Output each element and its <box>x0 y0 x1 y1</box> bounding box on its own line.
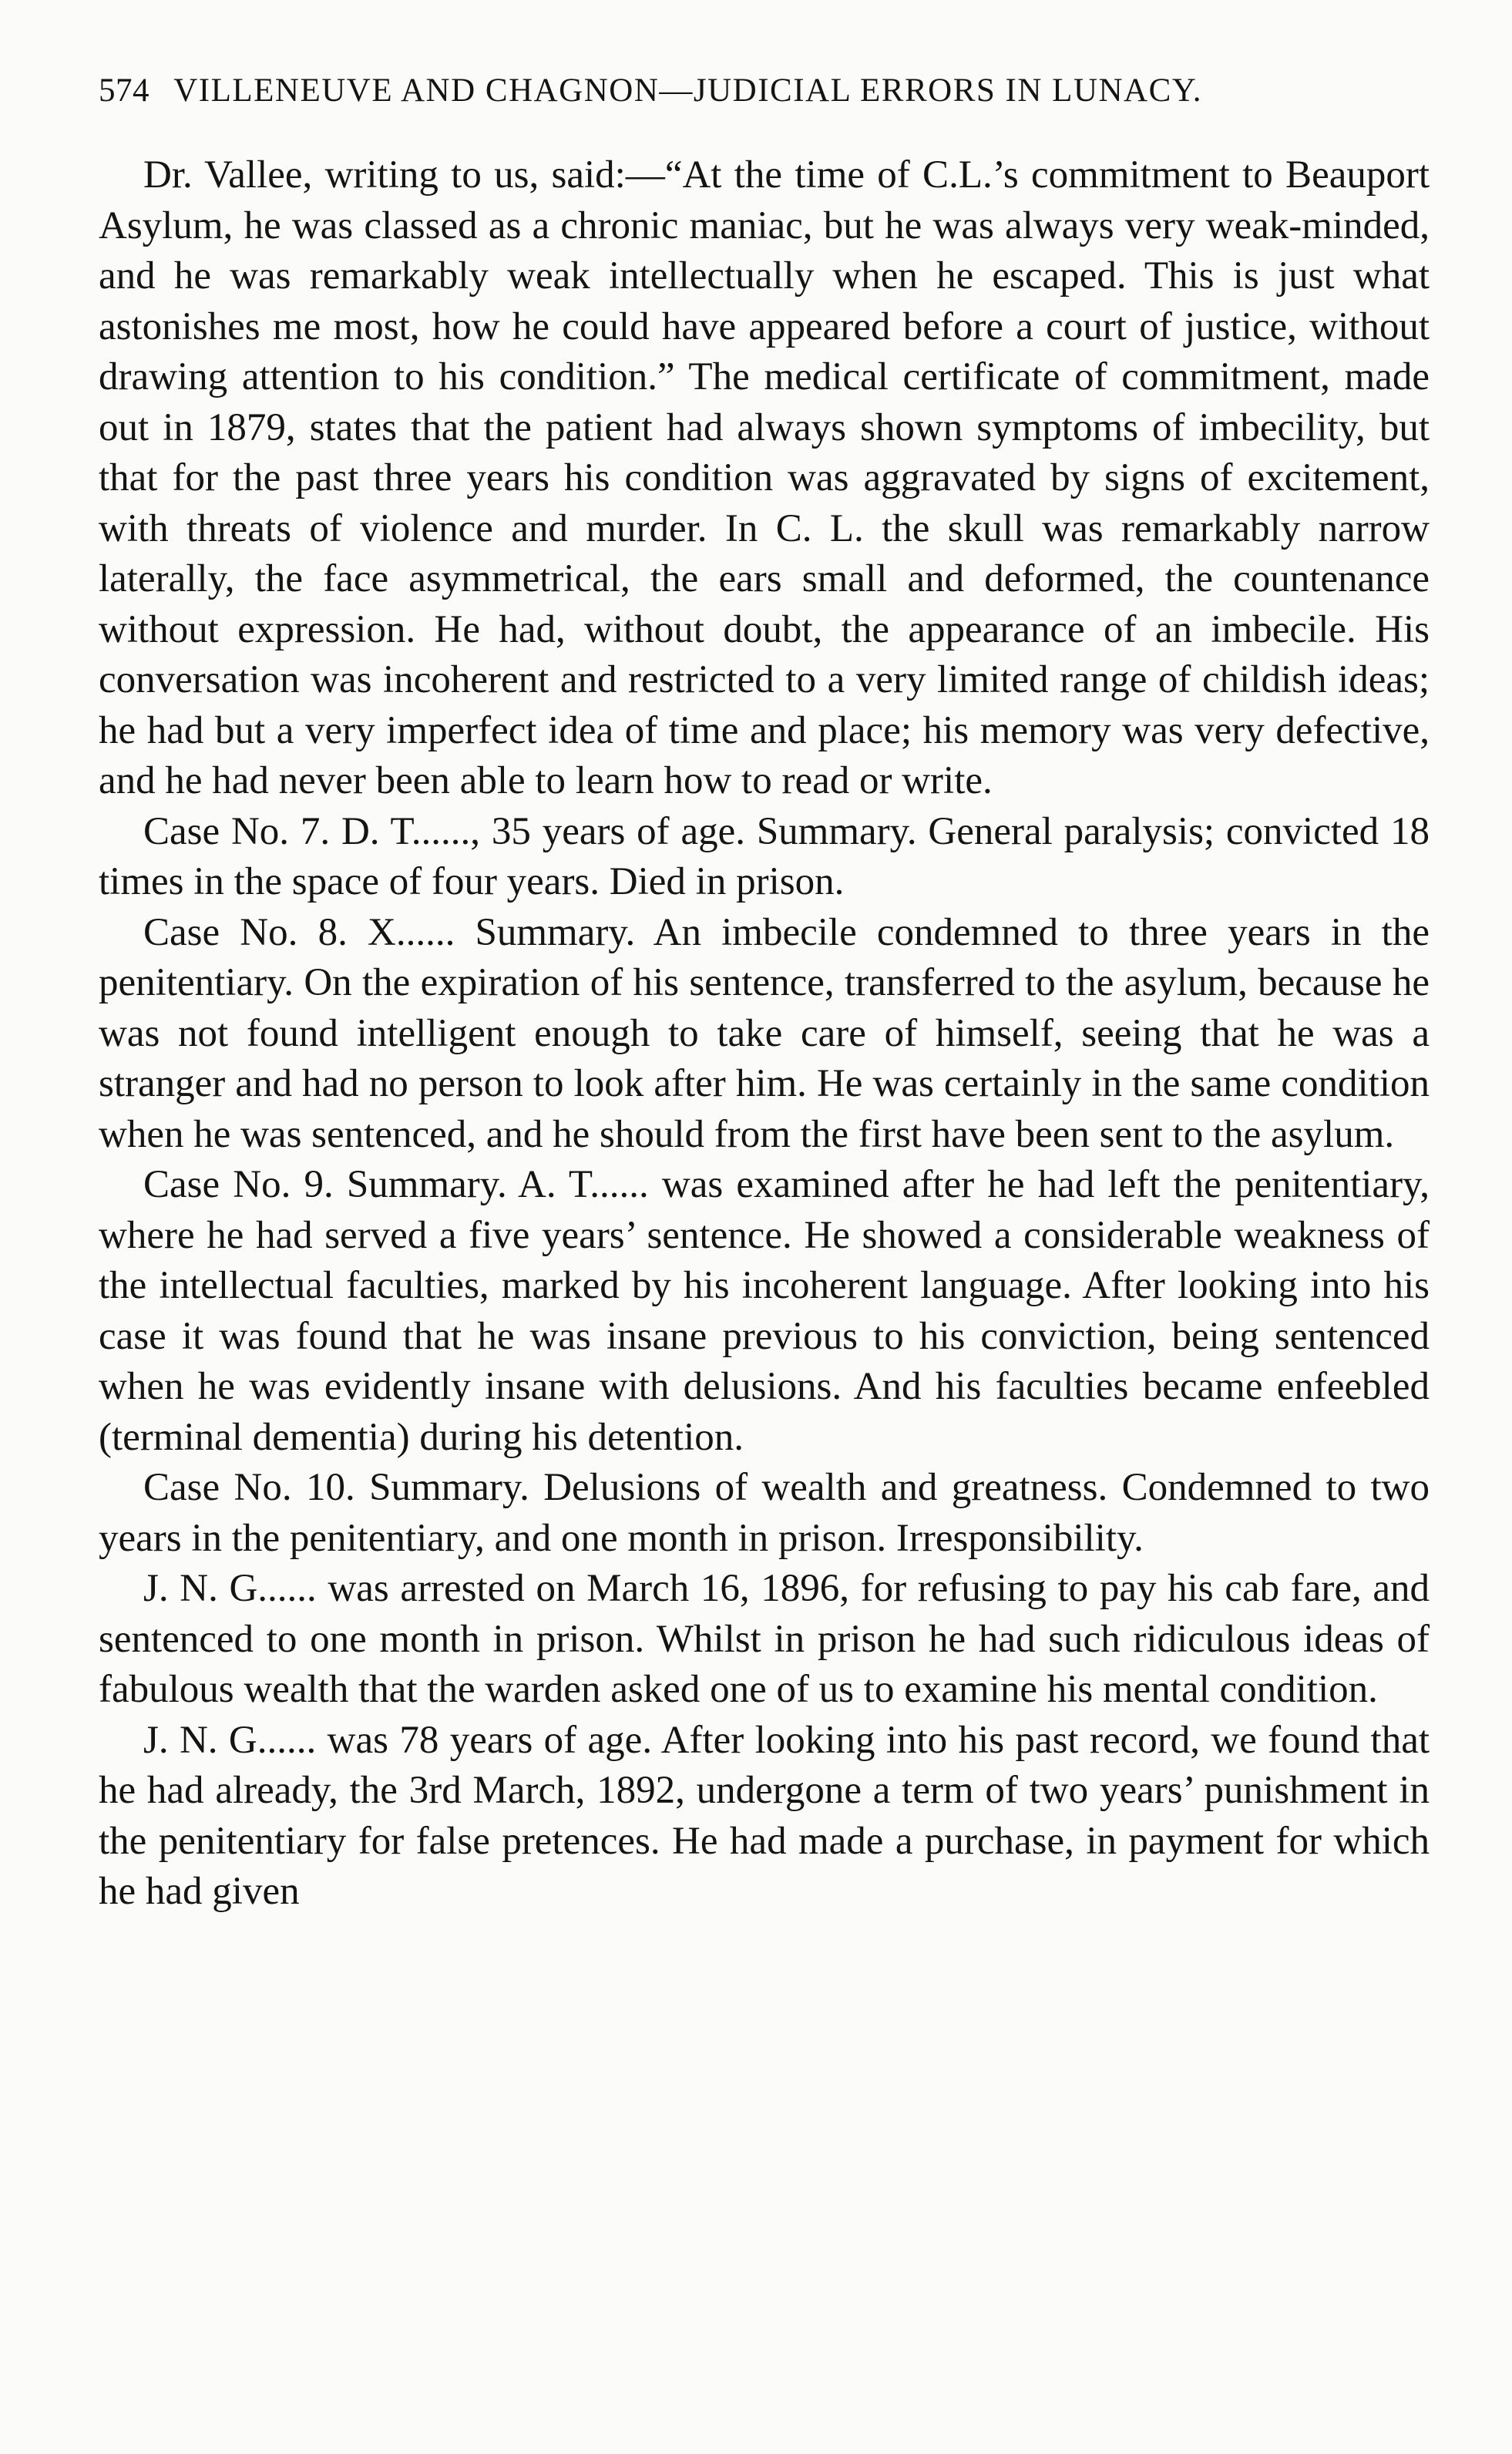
paragraph-jng-record: J. N. G...... was 78 years of age. After looking into his past record, we found that he had already, the 3rd March, 1892, undergone a term of two years’ punishment in the penitentiary for false pretences. He had made a purchase, in payment for which he had given <box>99 1718 1430 1913</box>
paragraph-jng-arrest: J. N. G...... was arrested on March 16, 1896, for refusing to pay his cab fare, and sentenced to one month in prison. Whilst in prison he had such ridiculous ideas of fabulous wealth that the warden asked one of us to examine his mental condition. <box>99 1567 1430 1711</box>
running-head <box>99 68 1409 114</box>
body-text <box>99 150 1430 2416</box>
paragraph-case-10: Case No. 10. Summary. Delusions of wealth and greatness. Condemned to two years in the penitentiary, and one month in prison. Irresponsibility. <box>99 1466 1430 1560</box>
page-number: 574 <box>99 72 150 109</box>
paragraph-vallee-letter: Dr. Vallee, writing to us, said:—“At the time of C.L.’s commitment to Beauport Asylum, he was classed as a chronic maniac, but he was always very weak-minded, and he was remarkably weak intellectually when he escaped. This is just what astonishes me most, how he could have appeared before a court of justice, without drawing attention to his condition.” The medical certificate of commitment, made out in 1879, states that the patient had always shown symptoms of imbecility, but that for the past three years his condition was aggravated by signs of excitement, with threats of violence and murder. In C. L. the skull was remarkably narrow laterally, the face asymmetrical, the ears small and deformed, the countenance without expression. He had, without doubt, the appearance of an imbecile. His conversation was incoherent and restricted to a very limited range of childish ideas; he had but a very imperfect idea of time and place; his memory was very defective, and he had never been able to learn how to read or write. <box>99 153 1430 802</box>
paragraph-case-9: Case No. 9. Summary. A. T...... was examined after he had left the penitentiary, where he had served a five years’ sentence. He showed a considerable weakness of the intellectual faculties, marked by his incoherent language. After looking into his case it was found that he was insane previous to his conviction, being sentenced when he was evidently insane with delusions. And his faculties became enfeebled (terminal dementia) during his detention. <box>99 1163 1430 1459</box>
running-title: VILLENEUVE AND CHAGNON—JUDICIAL ERRORS IN LUNACY. <box>173 72 1203 109</box>
paragraph-case-7: Case No. 7. D. T......, 35 years of age. Summary. General paralysis; convicted 18 times in the space of four years. Died in prison. <box>99 809 1430 903</box>
paragraph-case-8: Case No. 8. X...... Summary. An imbecile condemned to three years in the penitentiary. On the expiration of his sentence, transferred to the asylum, because he was not found intelligent enough to take care of himself, seeing that he was a stranger and had no person to look after him. He was certainly in the same condition when he was sentenced, and he should from the first have been sent to the asylum. <box>99 910 1430 1156</box>
